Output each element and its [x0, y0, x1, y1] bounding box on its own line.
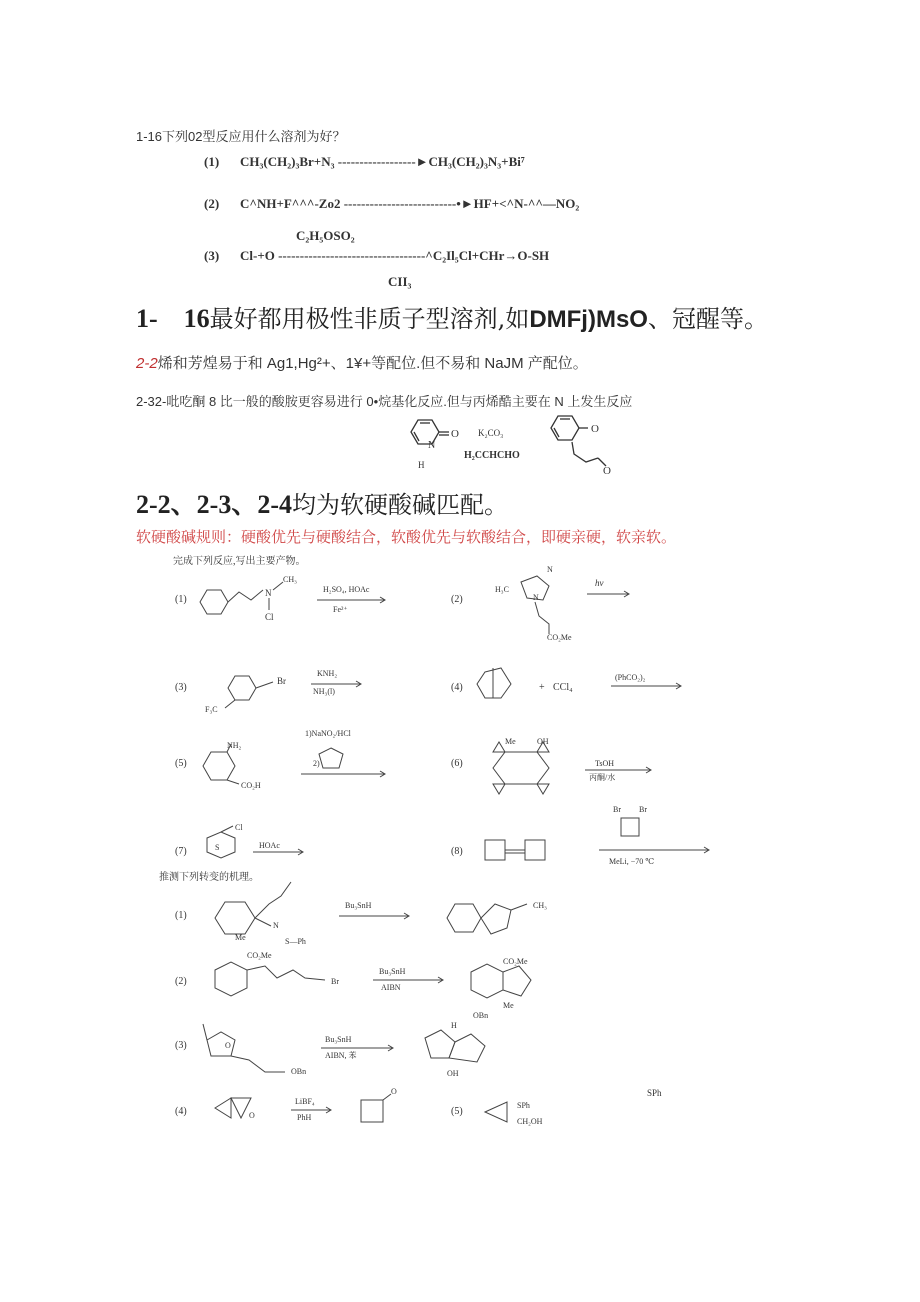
- problem-4-plus: +: [539, 682, 545, 693]
- mechanism-5-sph: SPh: [517, 1101, 530, 1110]
- problem-3-benzene: [228, 676, 256, 700]
- product-o2: O: [603, 465, 611, 477]
- reaction-3: [204, 248, 549, 264]
- mechanism-2-product-me: Me: [503, 1001, 514, 1010]
- problem-3-cf3-bond: [225, 700, 235, 708]
- problem-6-oh: OH: [537, 737, 549, 746]
- mechanism-1-product-me-bond: [511, 904, 527, 910]
- mechanism-4-cyclopropane: [215, 1098, 231, 1118]
- mechanism-1-reagent: Bu₃SnH: [345, 901, 372, 910]
- problem-6-number: (6): [451, 758, 463, 769]
- mechanism-3-exo-methylene: [203, 1024, 207, 1040]
- answer-2-tail: 均为软硬酸碱匹配。: [291, 491, 508, 519]
- problem-8-reagent: MeLi, −70 ℃: [609, 857, 655, 866]
- pyridone-reaction-scheme: [398, 410, 620, 478]
- mechanism-1-allyl: [255, 882, 291, 918]
- mechanism-4-product-co-bond: [383, 1094, 391, 1100]
- mechanism-4-product-o: O: [391, 1087, 397, 1096]
- answer-1-16-head: 1- 16: [136, 304, 210, 333]
- problem-2-n: N: [533, 593, 539, 602]
- mechanism-2-number: (2): [175, 976, 187, 987]
- mechanism-3-chain: [231, 1056, 285, 1072]
- problem-1-cl: Cl: [265, 612, 274, 622]
- mechanism-3-product-oh: OH: [447, 1069, 459, 1078]
- problem-3-number: (3): [175, 682, 187, 693]
- mechanism-5-cyclopropane: [485, 1102, 507, 1122]
- mechanism-3-reagent-bottom: AIBN, 苯: [325, 1051, 357, 1060]
- mechanism-1-n: N: [273, 921, 279, 930]
- pyridone-h: H: [418, 460, 425, 470]
- mechanism-2-co2me: CO₂Me: [247, 951, 272, 960]
- problem-4-ccl4: CCl₄: [553, 682, 573, 693]
- problem-5-number: (5): [175, 758, 187, 769]
- answer-2: [136, 484, 508, 521]
- problem-5-cyclopentadiene: [319, 748, 343, 768]
- answer-1-16: [136, 298, 768, 335]
- problem-5-nh2: NH₂: [227, 741, 242, 750]
- problem-8-br-1: Br: [613, 805, 621, 814]
- mechanism-3-h: H: [451, 1021, 457, 1030]
- product-side-chain: [572, 442, 598, 462]
- hsab-rule: 软硬酸碱规则：硬酸优先与硬酸结合，软酸优先与软酸结合，即硬亲硬，软亲软。: [136, 528, 677, 546]
- mechanism-1-product-cyclopentene: [481, 904, 511, 934]
- mechanism-2-chain: [247, 966, 325, 980]
- sheet-title-1: 完成下列反应,写出主要产物。: [173, 556, 306, 567]
- problem-1-chain: [228, 590, 263, 602]
- problem-3-br-bond: [256, 682, 273, 688]
- problem-7-cl-bond: [221, 826, 233, 832]
- reaction-2-equation: C^NH+F^^^-Zo2 --------------------------•►HF+<^N-^^—NO₂: [240, 196, 580, 211]
- mechanism-2-reagent-bottom: AIBN: [381, 983, 401, 992]
- problem-6-reagent-top: TsOH: [595, 759, 614, 768]
- mechanism-3-cyclopentane: [207, 1032, 235, 1056]
- line-2-3: 2-32-吡吃酮 8 比一般的酸胺更容易进行 0•烷基化反应.但与丙烯酷主要在 N 上发生反应: [136, 394, 633, 409]
- answer-2-head: 2-2、2-3、2-4: [136, 490, 292, 519]
- mechanism-3-reagent-top: Bu₃SnH: [325, 1035, 352, 1044]
- problem-6-me: Me: [505, 737, 516, 746]
- mechanism-4-number: (4): [175, 1106, 187, 1117]
- problem-1-number: (1): [175, 594, 187, 605]
- mechanism-5-sph-far: SPh: [647, 1088, 662, 1098]
- mechanism-4-reagent-top: LiBF₄: [295, 1097, 315, 1106]
- reaction-1-number: (1): [204, 154, 220, 169]
- question-1-16-title: 1-16下列02型反应用什么溶剂为好？: [136, 129, 346, 144]
- problem-5-reagent-1: 1)NaNO₂/HCl: [305, 729, 351, 738]
- problem-2-number: (2): [451, 594, 463, 605]
- scanned-problem-sheet: [155, 552, 715, 1132]
- mechanism-4-o: O: [249, 1111, 255, 1120]
- problem-2-n-top: N: [547, 565, 553, 574]
- reagent-k2co3: K₂CO₃: [478, 428, 504, 438]
- problem-1-n-me-bond: [273, 582, 283, 590]
- problem-8-cyclobutane-2: [525, 840, 545, 860]
- problem-2-co2me: CO₂Me: [547, 633, 572, 642]
- mechanism-1-number: (1): [175, 910, 187, 921]
- problem-6-cyclopropane-3: [493, 784, 505, 794]
- pyridone-o: O: [451, 428, 459, 440]
- mechanism-3-product-ring-2: [449, 1034, 485, 1062]
- mechanism-4-reagent-bottom: PhH: [297, 1113, 312, 1122]
- mechanism-1-me: Me: [235, 933, 246, 942]
- answer-1-16-solvent: DMFj)MsO: [529, 306, 648, 333]
- problem-7-reagent: HOAc: [259, 841, 280, 850]
- problem-2-h3c: H₃C: [495, 585, 509, 594]
- problem-5-co2h: CO₂H: [241, 781, 261, 790]
- problem-7-cl: Cl: [235, 823, 243, 832]
- mechanism-3-number: (3): [175, 1040, 187, 1051]
- mechanism-4-epoxide: [231, 1098, 251, 1118]
- problem-1-ch3: CH₃: [283, 575, 297, 584]
- mechanism-5-number: (5): [451, 1106, 463, 1117]
- mechanism-3-obn: OBn: [291, 1067, 307, 1076]
- reaction-2: [204, 196, 579, 212]
- mechanism-1-cn-bond: [255, 918, 271, 926]
- mechanism-1-cyclohexane: [215, 902, 255, 934]
- problem-8-br-2: Br: [639, 805, 647, 814]
- problem-1-reagent-top: H₂SO₄, HOAc: [323, 585, 370, 594]
- problem-1-reagent-bottom: Fe²⁺: [333, 605, 348, 614]
- answer-1-16-text: 最好都用极性非质子型溶剂,: [209, 305, 506, 333]
- problem-3-f3c: F₃C: [205, 705, 218, 714]
- reaction-2-number: (2): [204, 196, 220, 211]
- problem-6-reagent-bottom: 丙酮/水: [589, 773, 616, 782]
- problem-7-s: S: [215, 843, 220, 852]
- problem-2-hv: hν: [595, 578, 604, 588]
- problem-4-reagent: (PhCO₂)₂: [615, 673, 646, 682]
- mechanism-2-reagent-top: Bu₃SnH: [379, 967, 406, 976]
- reaction-1: [204, 154, 525, 170]
- problem-8-dibromocyclobutane: [621, 818, 639, 836]
- problem-4-norbornadiene: [477, 668, 511, 698]
- answer-1-16-tail: 、冠醒等。: [647, 305, 768, 333]
- mechanism-1-sph: S—Ph: [285, 937, 306, 946]
- reaction-3-reagent-below: CII₃: [388, 274, 412, 289]
- problem-5-co2h-bond: [227, 780, 239, 784]
- reaction-3-equation: Cl-+O ----------------------------------^C₂Il₅Cl+CHr→O-SH: [240, 248, 550, 263]
- mechanism-1-product-cyclohexane: [447, 904, 481, 932]
- reaction-1-equation: CH₃(CH₂)₃Br+N₃ ------------------►CH₃(CH₂)₃N₃+Bi⁷: [240, 154, 525, 169]
- problem-5-benzene: [203, 752, 235, 780]
- mechanism-2-diene: [215, 962, 247, 996]
- line-2-2-lead: 2-2: [136, 355, 158, 372]
- problem-6-core: [493, 752, 549, 784]
- line-2-2: [136, 352, 588, 373]
- reagent-acrolein: H₂CCHCHO: [464, 450, 520, 461]
- mechanism-2-br: Br: [331, 977, 339, 986]
- problem-1-benzene: [200, 590, 228, 614]
- problem-3-reagent-bottom: NH₃(l): [313, 687, 335, 696]
- pyridone-n: N: [428, 440, 436, 451]
- mechanism-3-product-obn: OBn: [473, 1011, 489, 1020]
- mechanism-4-product-cyclobutanone: [361, 1100, 383, 1122]
- answer-1-16-ru: 如: [505, 305, 530, 333]
- problem-8-cyclobutane-1: [485, 840, 505, 860]
- problem-6-cyclopropane-1: [493, 742, 505, 752]
- problem-4-number: (4): [451, 682, 463, 693]
- mechanism-3-o: O: [225, 1041, 231, 1050]
- mechanism-2-product-ring-1: [471, 964, 503, 998]
- problem-6-cyclopropane-4: [537, 784, 549, 794]
- problem-7-ring: [207, 832, 235, 858]
- sheet-title-2: 推测下列转变的机理。: [159, 872, 259, 883]
- problem-1-n: N: [265, 588, 272, 598]
- problem-8-number: (8): [451, 846, 463, 857]
- mechanism-2-product-co2me: CO₂Me: [503, 957, 528, 966]
- problem-3-reagent-top: KNH₂: [317, 669, 338, 678]
- mechanism-2-product-ring-2: [503, 966, 531, 996]
- problem-7-number: (7): [175, 846, 187, 857]
- problem-5-reagent-2: 2): [313, 759, 320, 768]
- line-2-2-text: 烯和芳煌易于和 Ag1,Hg²+、1¥+等配位.但不易和 NaJM 产配位。: [157, 355, 588, 372]
- reaction-3-number: (3): [204, 248, 220, 263]
- product-o: O: [591, 423, 599, 435]
- mechanism-5-ch2oh: CH₂OH: [517, 1117, 543, 1126]
- reaction-3-reagent-above: C₂H₅OSO₂: [296, 228, 355, 243]
- problem-3-br: Br: [277, 676, 286, 686]
- problem-2-chain: [535, 602, 549, 634]
- mechanism-1-ch3: CH₃: [533, 901, 547, 910]
